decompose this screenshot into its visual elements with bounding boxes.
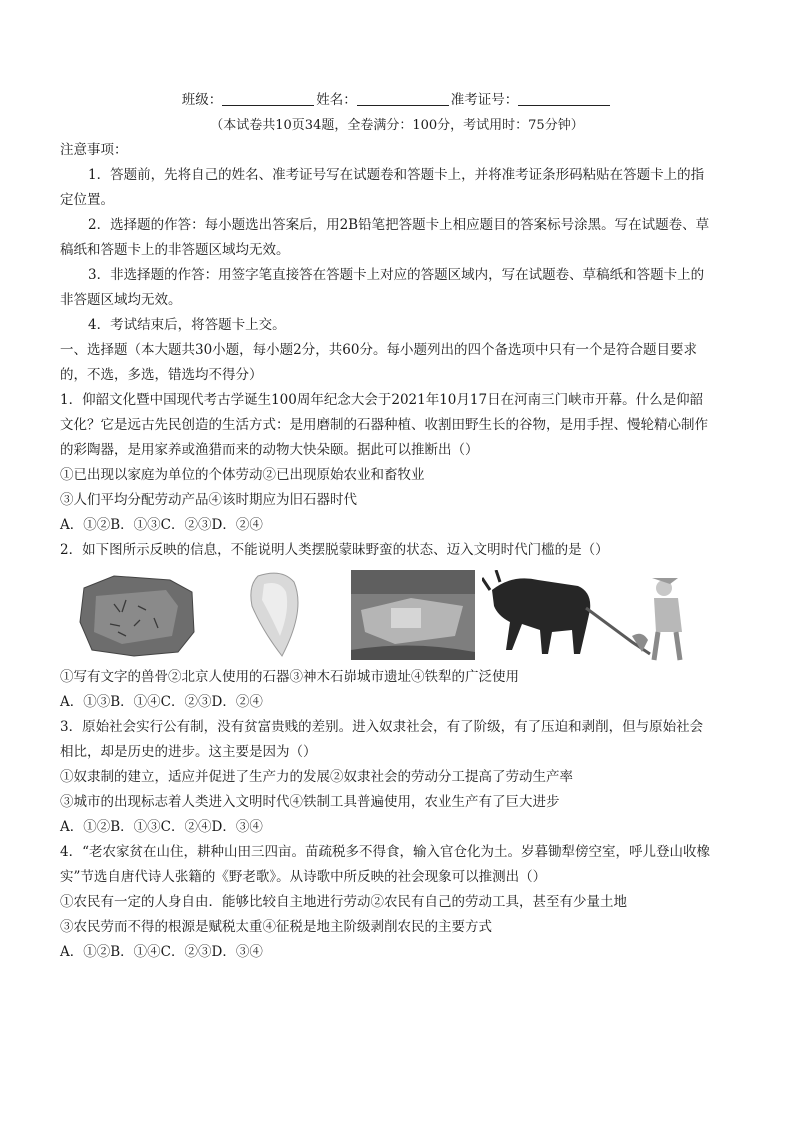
name-blank <box>357 93 449 106</box>
question-3-answers: A．①②B．①③C．②④D．③④ <box>60 819 263 835</box>
section-1-heading-line-2: 的，不选，多选，错选均不得分） <box>60 367 263 383</box>
question-1-options-1: ①已出现以家庭为单位的个体劳动②已出现原始农业和畜牧业 <box>60 467 425 483</box>
question-1-line-3: 的彩陶器，是用家养或渔猎而来的动物大快朵颐。据此可以推断出（） <box>60 442 479 458</box>
notice-item-1-line-1: 1．答题前，先将自己的姓名、准考证号写在试题卷和答题卡上，并将准考证条形码粘贴在答题卡上的指 <box>88 167 705 183</box>
ox-plough-image <box>482 570 692 662</box>
question-2-line-1: 2．如下图所示反映的信息，不能说明人类摆脱蒙昧野蛮的状态、迈入文明时代门槛的是（） <box>60 542 609 558</box>
notice-item-3-line-1: 3．非选择题的作答：用签字笔直接答在答题卡上对应的答题区域内，写在试题卷、草稿纸和答题卡上的 <box>88 267 705 283</box>
question-3-options-2: ③城市的出现标志着人类进入文明时代④铁制工具普遍使用，农业生产有了巨大进步 <box>60 794 560 810</box>
name-label: 姓名： <box>316 92 357 108</box>
notice-item-4: 4．考试结束后，将答题卡上交。 <box>88 317 286 333</box>
class-blank <box>222 93 314 106</box>
question-1-line-1: 1．仰韶文化暨中国现代考古学诞生100周年纪念大会于2021年10月17日在河南三门峡市开幕。什么是仰韶 <box>60 392 704 408</box>
shimao-city-ruins-image <box>351 570 475 660</box>
question-4-options-1: ①农民有一定的人身自由．能够比较自主地进行劳动②农民有自己的劳动工具，甚至有少量土地 <box>60 894 627 910</box>
question-3-options-1: ①奴隶制的建立，适应并促进了生产力的发展②奴隶社会的劳动分工提高了劳动生产率 <box>60 769 573 785</box>
student-info-row <box>0 91 794 109</box>
question-2-options: ①写有文字的兽骨②北京人使用的石器③神木石峁城市遗址④铁犁的广泛使用 <box>60 669 519 685</box>
question-4-options-2: ③农民劳而不得的根源是赋税太重④征税是地主阶级剥削农民的主要方式 <box>60 919 492 935</box>
exam-info: （本试卷共10页34题，全卷满分：100分，考试用时：75分钟） <box>210 118 584 133</box>
question-3-line-2: 相比，却是历史的进步。这主要是因为（） <box>60 744 317 760</box>
oracle-bone-image <box>74 570 200 660</box>
question-4-answers: A．①②B．①④C．②③D．③④ <box>60 944 263 960</box>
question-2-answers: A．①③B．①④C．②③D．②④ <box>60 694 263 710</box>
notice-item-2-line-2: 稿纸和答题卡上的非答题区域均无效。 <box>60 242 290 258</box>
notice-title: 注意事项： <box>60 142 128 158</box>
question-4-line-2: 实”节选自唐代诗人张籍的《野老歌》。从诗歌中所反映的社会现象可以推测出（） <box>60 869 547 885</box>
question-1-line-2: 文化？它是远古先民创造的生活方式：是用磨制的石器种植、收割田野生长的谷物，是用手捏、慢轮精心制作 <box>60 417 708 433</box>
question-4-line-1: 4．“老农家贫在山住，耕种山田三四亩。苗疏税多不得食，输入官仓化为土。岁暮锄犁傍空室，呼儿登山收橡 <box>60 844 710 860</box>
question-1-answers: A．①②B．①③C．②③D．②④ <box>60 517 263 533</box>
notice-item-3-line-2: 非答题区域均无效。 <box>60 292 182 308</box>
stone-tool-image <box>242 570 312 660</box>
section-1-heading-line-1: 一、选择题（本大题共30小题，每小题2分，共60分。每小题列出的四个备选项中只有一个是符合题目要求 <box>60 342 697 358</box>
exam-number-blank <box>518 93 610 106</box>
class-label: 班级： <box>181 92 223 108</box>
exam-number-label: 准考证号： <box>450 92 519 108</box>
notice-item-2-line-1: 2．选择题的作答：每小题选出答案后，用2B铅笔把答题卡上相应题目的答案标号涂黑。写在试题卷、草 <box>88 217 710 233</box>
question-3-line-1: 3．原始社会实行公有制，没有贫富贵贱的差别。进入奴隶社会，有了阶级，有了压迫和剥削，但与原始社会 <box>60 719 704 735</box>
question-2-images <box>74 570 694 662</box>
notice-item-1-line-2: 定位置。 <box>60 192 114 208</box>
question-1-options-2: ③人们平均分配劳动产品④该时期应为旧石器时代 <box>60 492 357 508</box>
